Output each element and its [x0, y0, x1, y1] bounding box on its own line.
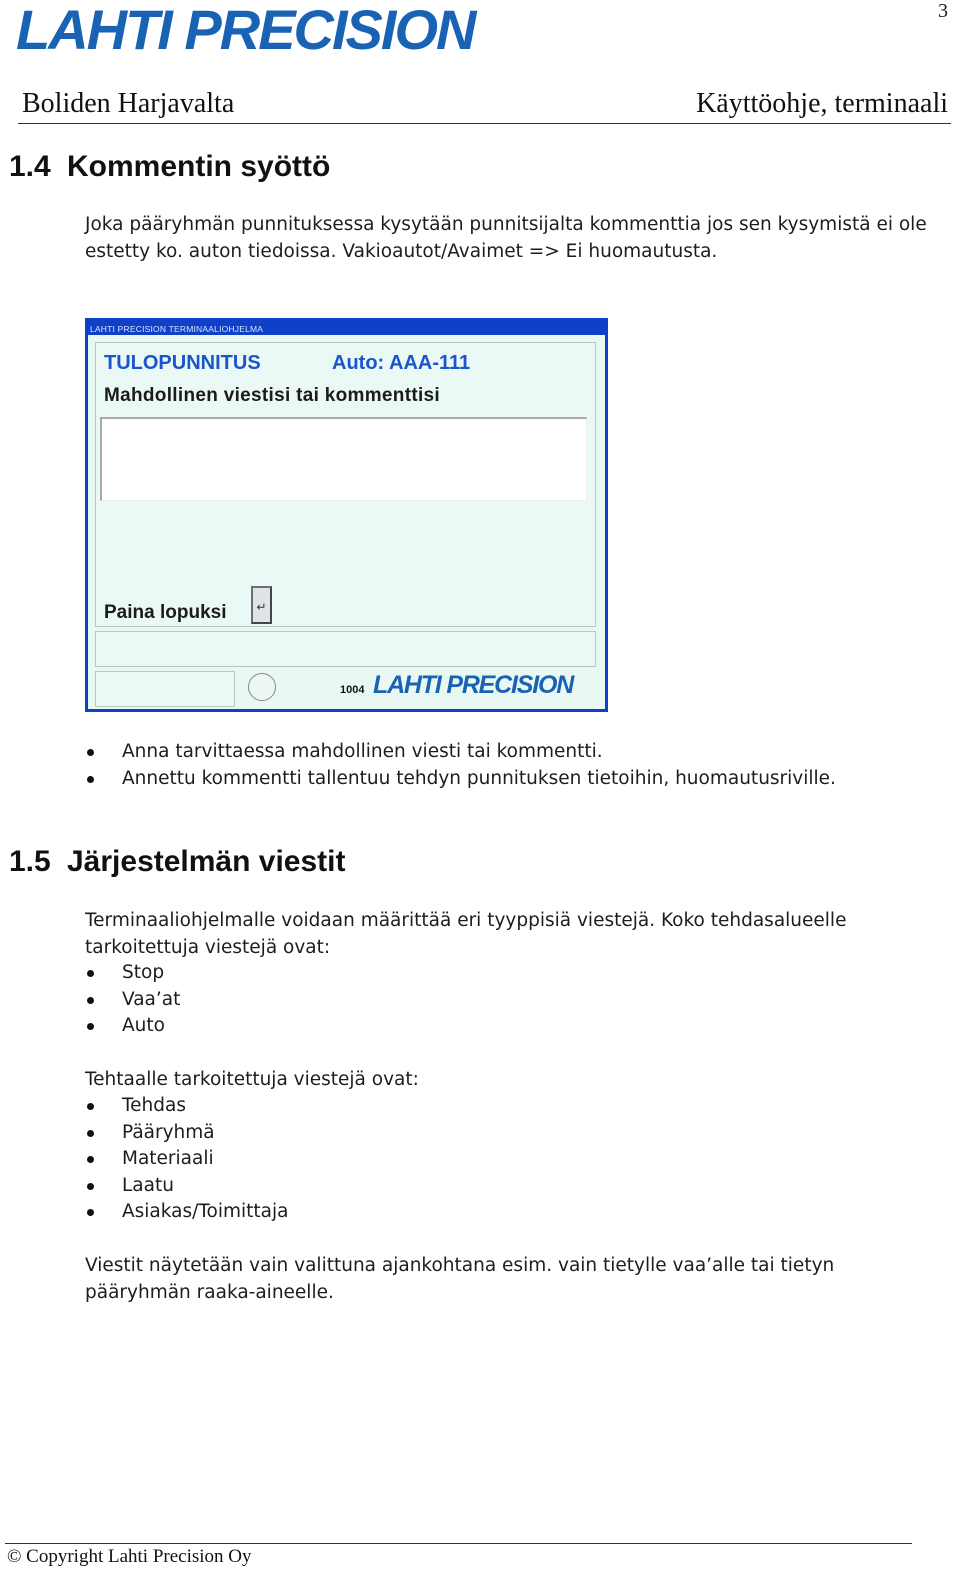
terminal-logo: LAHTI PRECISION — [373, 671, 574, 699]
factory-message-list — [85, 960, 945, 1040]
page-number: 3 — [938, 0, 948, 22]
plant-messages-intro: Tehtaalle tarkoitettuja viestejä ovat: — [85, 1069, 419, 1090]
section-title: Järjestelmän viestit — [67, 845, 346, 878]
section-number: 1.5 — [9, 845, 51, 878]
section-1-4-bullets — [85, 739, 945, 792]
enter-key-icon[interactable]: ↵ — [251, 586, 272, 624]
footer-divider — [5, 1543, 912, 1544]
list-item: Anna tarvittaessa mahdollinen viesti tai kommentti. — [85, 739, 945, 766]
plant-message-list — [85, 1093, 945, 1226]
terminal-vehicle: Auto: AAA-111 — [332, 352, 471, 374]
section-number: 1.4 — [9, 150, 51, 183]
header-left-title: Boliden Harjavalta — [22, 88, 235, 119]
list-item: Annettu kommentti tallentuu tehdyn punnituksen tietoihin, huomautusriville. — [85, 766, 945, 793]
footer-copyright: © Copyright Lahti Precision Oy — [7, 1546, 252, 1567]
section-title: Kommentin syöttö — [67, 150, 331, 183]
list-item: Asiakas/Toimittaja — [85, 1199, 945, 1226]
section-1-4-intro: Joka pääryhmän punnituksessa kysytään punnitsijalta kommenttia jos sen kysymistä ei ole estetty ko. auton tiedoissa. Vakioautot/Avaimet => Ei huomautusta. — [85, 214, 927, 262]
comment-input[interactable] — [100, 417, 587, 501]
terminal-main-panel — [95, 342, 596, 627]
terminal-prompt: Mahdollinen viestisi tai kommenttisi — [104, 385, 440, 406]
section-heading-1-5 — [9, 845, 345, 879]
company-logo: LAHTI PRECISION — [16, 0, 475, 61]
terminal-window-title: LAHTI PRECISION TERMINAALIOHJELMA — [90, 324, 264, 334]
terminal-code: 1004 — [340, 684, 365, 696]
terminal-body — [88, 335, 605, 709]
section-1-5-outro: Viestit näytetään vain valittuna ajankohtana esim. vain tietylle vaa’alle tai tietyn pääryhmän raaka-aineelle. — [85, 1255, 835, 1303]
list-item: Laatu — [85, 1173, 945, 1200]
section-heading-1-4 — [9, 150, 330, 184]
section-1-5-intro: Terminaaliohjelmalle voidaan määrittää eri tyyppisiä viestejä. Koko tehdasalueelle tarkoitettuja viestejä ovat: — [85, 910, 847, 958]
list-item: Pääryhmä — [85, 1120, 945, 1147]
status-indicator-icon — [248, 673, 276, 701]
header-right-title: Käyttöohje, terminaali — [696, 88, 948, 119]
list-item: Stop — [85, 960, 945, 987]
finish-label: Paina lopuksi — [104, 602, 227, 623]
terminal-screenshot — [85, 318, 608, 712]
terminal-status-box — [95, 671, 235, 707]
list-item: Tehdas — [85, 1093, 945, 1120]
list-item: Auto — [85, 1013, 945, 1040]
list-item: Materiaali — [85, 1146, 945, 1173]
terminal-heading: TULOPUNNITUS — [104, 352, 261, 374]
list-item: Vaa’at — [85, 987, 945, 1014]
header-divider — [18, 123, 951, 124]
terminal-status-bar — [95, 631, 596, 667]
